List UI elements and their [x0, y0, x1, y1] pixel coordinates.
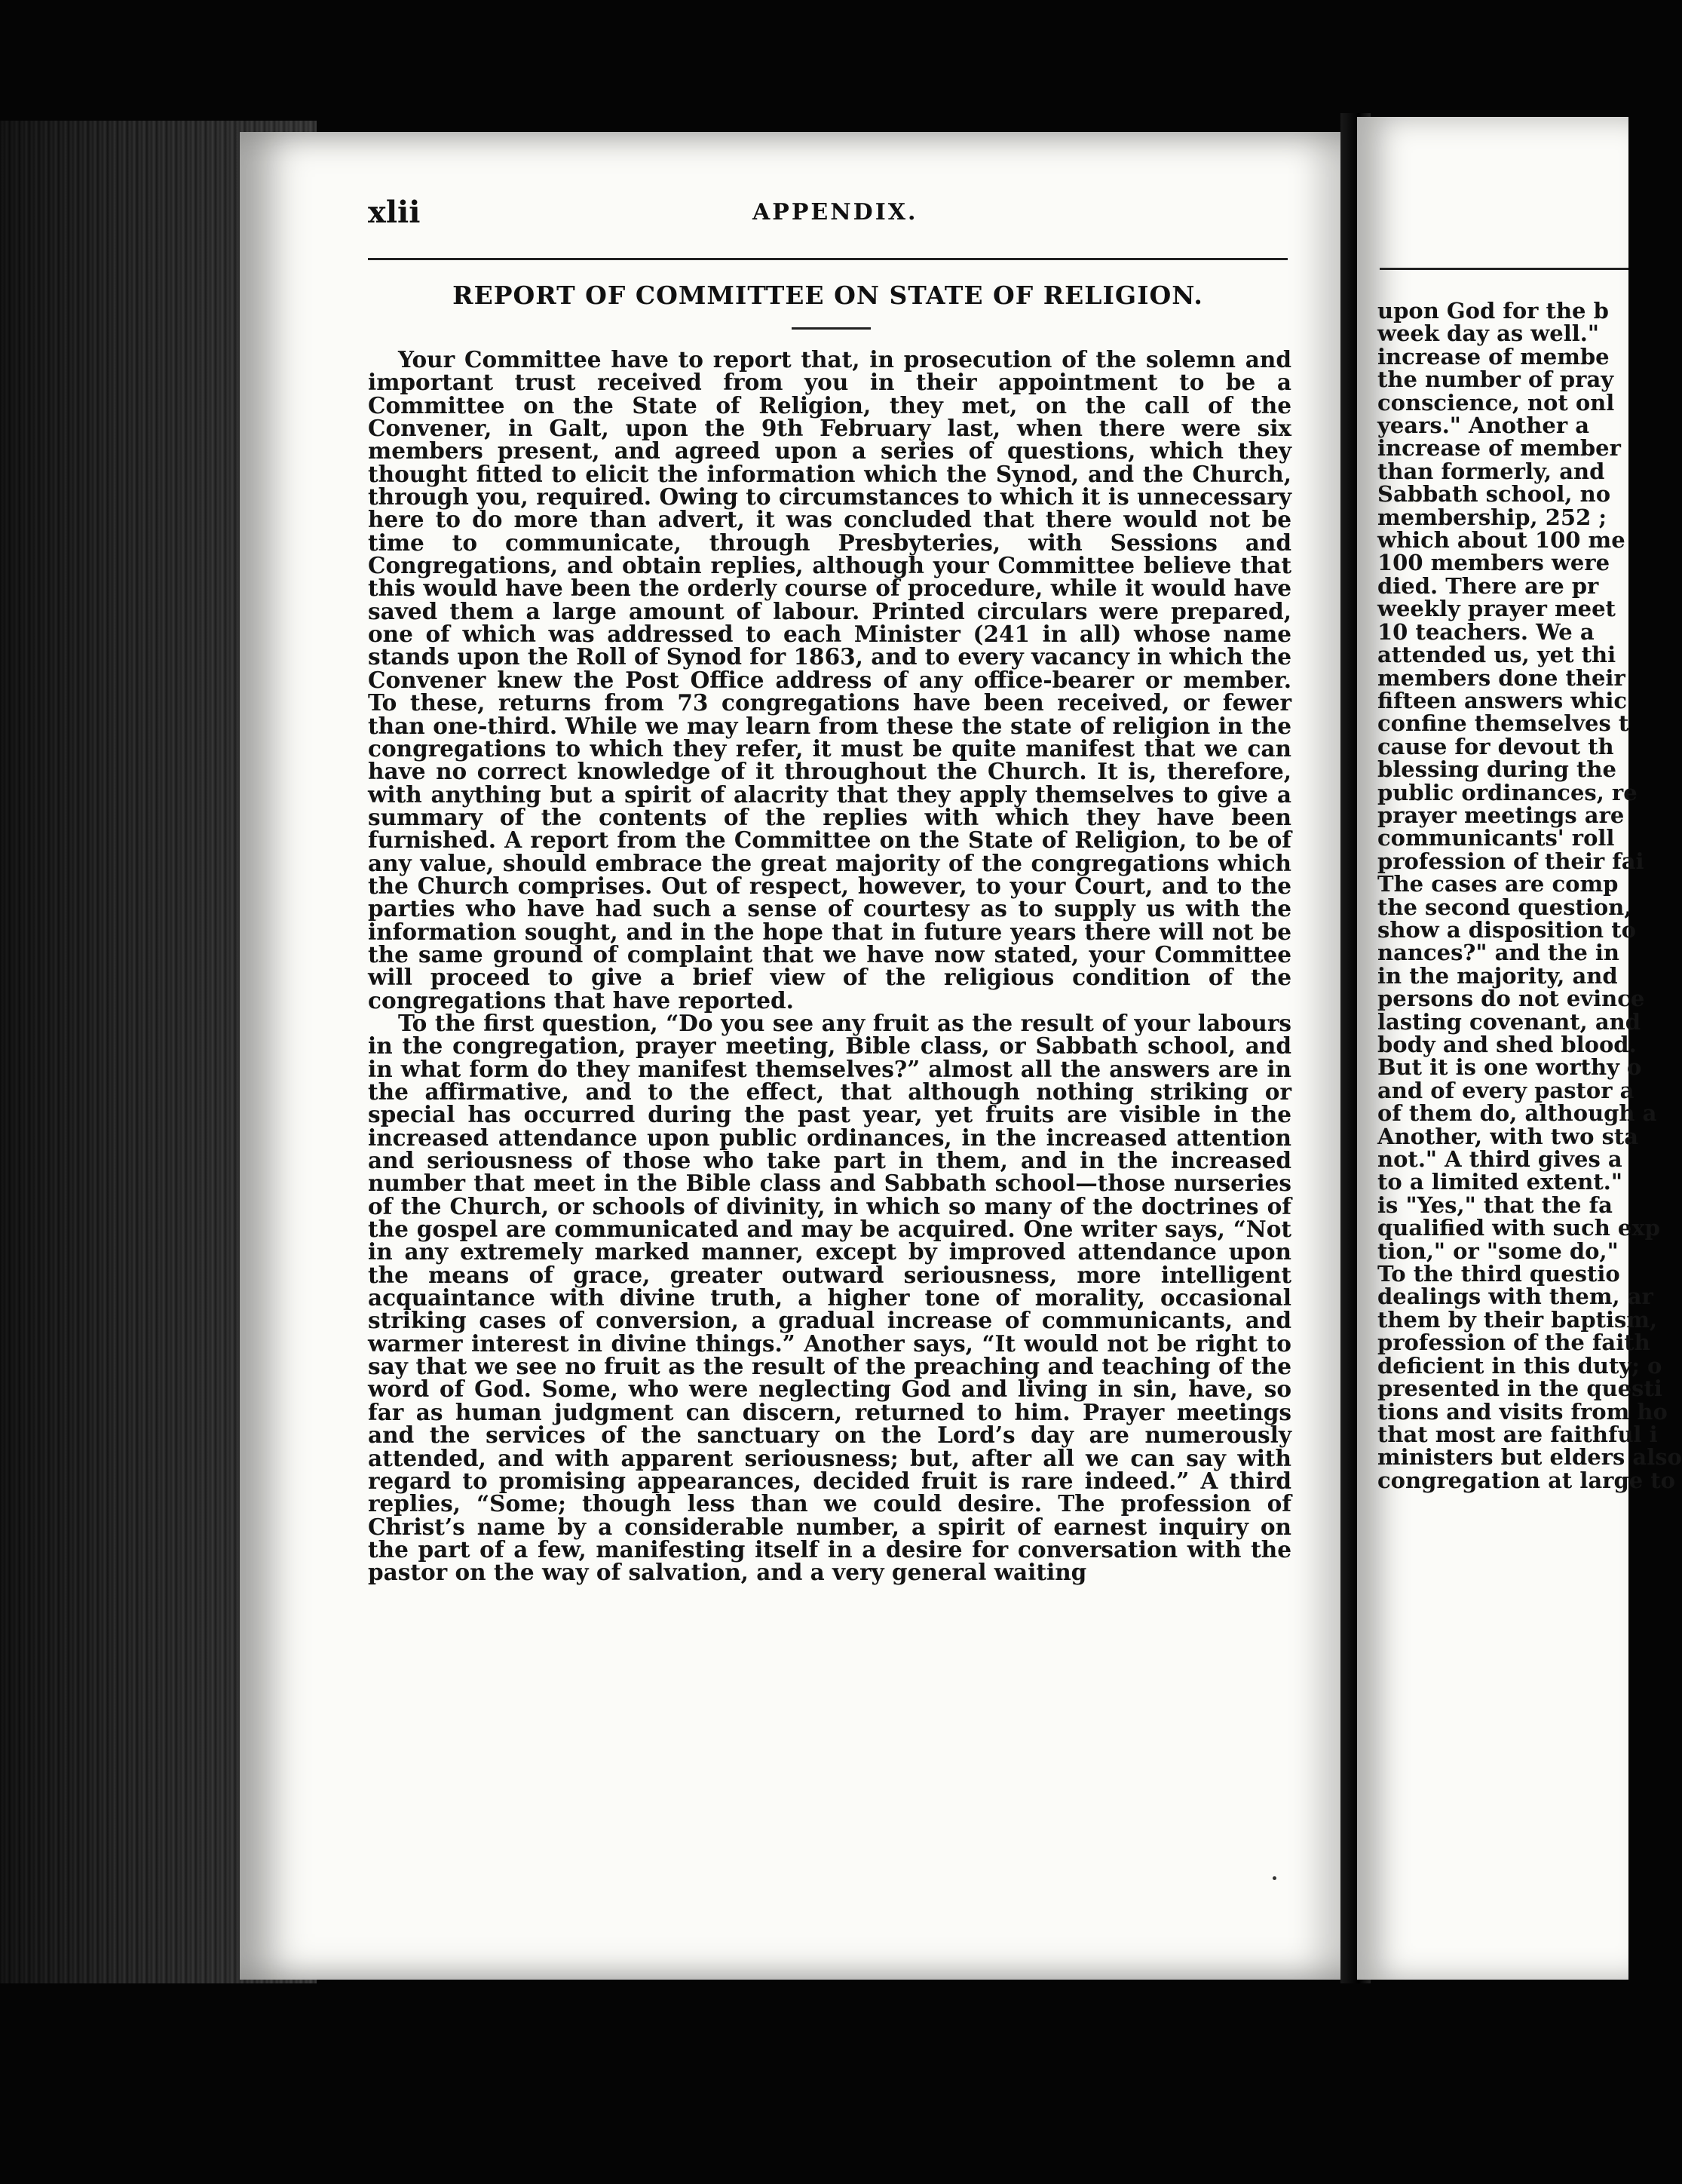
facing-page-line: members done their	[1377, 664, 1625, 691]
facing-page-line: But it is one worthy o	[1377, 1054, 1642, 1081]
facing-page-line: to a limited extent."	[1377, 1169, 1622, 1195]
facing-page-line: the second question,	[1377, 894, 1632, 920]
report-body	[368, 348, 1291, 1584]
facing-page-line: dealings with them, ar	[1377, 1284, 1653, 1310]
page-number: xlii	[368, 195, 421, 230]
paragraph: To the first question, “Do you see any fruit as the result of your labours in the congregation, prayer meeting, Bible class, or Sabbath school, and in what form do they manifest themselves?” almost all the answers are in the affirmative, and to the effect, that although nothing striking or special has occurred during the past year, yet fruits are visible in the increased attendance upon public ordinances, in the increased attention and seriousness of those who take part in them, and in the increased number that meet in the Bible class and Sabbath school—those nurseries of the Church, or schools of divinity, in which so many of the doctrines of the gospel are communicated and may be acquired. One writer says, “Not in any extremely marked manner, except by improved attendance upon the means of grace, greater outward seriousness, more intelligent acquaintance with divine truth, a higher tone of morality, occasional striking cases of conversion, a gradual increase of communicants, and warmer interest in divine things.” Another says, “It would not be right to say that we see no fruit as the result of the preaching and teaching of the word of God. Some, who were neglecting God and living in sin, have, so far as human judgment can discern, returned to him. Prayer meetings and the services of the sanctuary on the Lord’s day are numerously attended, and with apparent seriousness; but, after all we can say with regard to promising appearances, decided fruit is rare indeed.” A third replies, “Some; though less than we could desire. The profession of Christ’s name by a considerable number, a spirit of earnest inquiry on the part of a few, manifesting itself in a desire for conversation with the pastor on the way of salvation, and a very general waiting	[368, 1009, 1291, 1586]
facing-page-line: which about 100 me	[1377, 527, 1625, 554]
facing-page-line: Sabbath school, no	[1377, 481, 1611, 508]
facing-page-line: weekly prayer meet	[1377, 596, 1616, 622]
right-page	[1357, 117, 1682, 1980]
facing-page-line: tion," or "some do,"	[1377, 1238, 1619, 1264]
paragraph: Your Committee have to report that, in prosecution of the solemn and important trust received from you in their appointment to be a Committee on the State of Religion, they met, on the call of the Convener, in Galt, upon the 9th February last, when there were six members present, and agreed upon a series of questions, which they thought fitted to elicit the information which the Synod, and the Church, through you, required. Owing to circumstances to which it is unnecessary here to do more than advert, it was concluded that there would not be time to communicate, through Presbyteries, with Sessions and Congregations, and obtain replies, although your Committee believe that this would have been the orderly course of procedure, while it would have saved them a large amount of labour. Printed circulars were prepared, one of which was addressed to each Minister (241 in all) whose name stands upon the Roll of Synod for 1863, and to every vacancy in which the Convener knew the Post Office address of any office-bearer or member. To these, returns from 73 congregations have been received, or fewer than one-third. While we may learn from these the state of religion in the congregations to which they refer, it must be quite manifest that we can have no correct knowledge of it throughout the Church. It is, therefore, with anything but a spirit of alacrity that they apply themselves to give a summary of the contents of the replies with which they have been furnished. A report from the Committee on the State of Religion, to be of any value, should embrace the great majority of the congregations which the Church comprises. Out of respect, however, to your Court, and to the parties who have had such a sense of courtesy as to supply us with the information sought, and in the hope that in future years there will not be the same ground of complaint that we have now stated, your Committee will proceed to give a brief view of the religious condition of the congregations that have reported.	[368, 346, 1291, 1014]
facing-page-line: increase of membe	[1377, 343, 1610, 370]
page-header	[368, 195, 1310, 240]
facing-page-line: membership, 252 ;	[1377, 504, 1607, 530]
facing-page-line: than formerly, and	[1377, 458, 1605, 484]
facing-page-line: the number of pray	[1377, 367, 1614, 393]
facing-page-line: of them do, although a	[1377, 1100, 1657, 1127]
facing-page-line: 100 members were	[1377, 550, 1610, 576]
facing-page-line: increase of member	[1377, 435, 1621, 462]
facing-page-line: confine themselves t	[1377, 710, 1629, 737]
facing-page-line: 10 teachers. We a	[1377, 618, 1595, 645]
facing-page-line: conscience, not onl	[1377, 389, 1615, 416]
report-title: REPORT OF COMMITTEE ON STATE OF RELIGION.	[452, 281, 1203, 310]
facing-page-line: years." Another a	[1377, 413, 1590, 439]
facing-page-line: deficient in this duty; o	[1377, 1352, 1662, 1379]
facing-page-line: prayer meetings are	[1377, 802, 1625, 828]
facing-page-line: them by their baptism,	[1377, 1306, 1658, 1333]
facing-page-line: qualified with such exp	[1377, 1215, 1660, 1241]
facing-page-line: body and shed blood.	[1377, 1032, 1637, 1057]
facing-page-line: upon God for the b	[1377, 298, 1609, 324]
facing-page-line: in the majority, and	[1377, 962, 1618, 989]
facing-page-line: To the third questio	[1377, 1261, 1620, 1287]
facing-page-line: communicants' roll	[1377, 825, 1615, 851]
facing-page-line: The cases are comp	[1377, 871, 1619, 897]
facing-page-line: week day as well."	[1377, 321, 1599, 347]
facing-page-line: persons do not evince	[1377, 986, 1645, 1012]
facing-page-line: cause for devout th	[1377, 733, 1614, 759]
facing-page-line: not." A third gives a	[1377, 1146, 1622, 1173]
facing-page-line: died. There are pr	[1377, 572, 1599, 599]
facing-page-line: attended us, yet thi	[1377, 642, 1616, 668]
facing-page-line: lasting covenant, and	[1377, 1008, 1641, 1035]
facing-page-line: Another, with two sta	[1377, 1123, 1639, 1149]
facing-page-line: presented in the questi	[1377, 1376, 1662, 1402]
facing-page-text	[1377, 298, 1682, 1493]
page-speck	[1273, 1876, 1276, 1880]
facing-page-line: profession of the faith	[1377, 1330, 1650, 1356]
facing-page-line: congregation at large to	[1377, 1467, 1676, 1493]
facing-page-line: tions and visits from ho	[1377, 1398, 1668, 1425]
facing-page-line: is "Yes," that the fa	[1377, 1192, 1613, 1218]
title-rule	[792, 327, 871, 330]
header-rule	[368, 258, 1288, 260]
facing-page-line: fifteen answers whic	[1377, 687, 1628, 713]
facing-page-line: public ordinances, re	[1377, 779, 1638, 805]
facing-page-line: profession of their fai	[1377, 848, 1644, 874]
facing-page-line: blessing during the	[1377, 756, 1616, 783]
right-header-rule	[1380, 268, 1628, 270]
facing-page-line: ministers but elders also	[1377, 1444, 1682, 1471]
facing-page-line: show a disposition to	[1377, 916, 1636, 943]
facing-page-line: that most are faithful i	[1377, 1421, 1658, 1447]
facing-page-line: and of every pastor a	[1377, 1077, 1635, 1103]
running-head: APPENDIX.	[752, 199, 918, 225]
facing-page-line: nances?" and the in	[1377, 940, 1619, 966]
